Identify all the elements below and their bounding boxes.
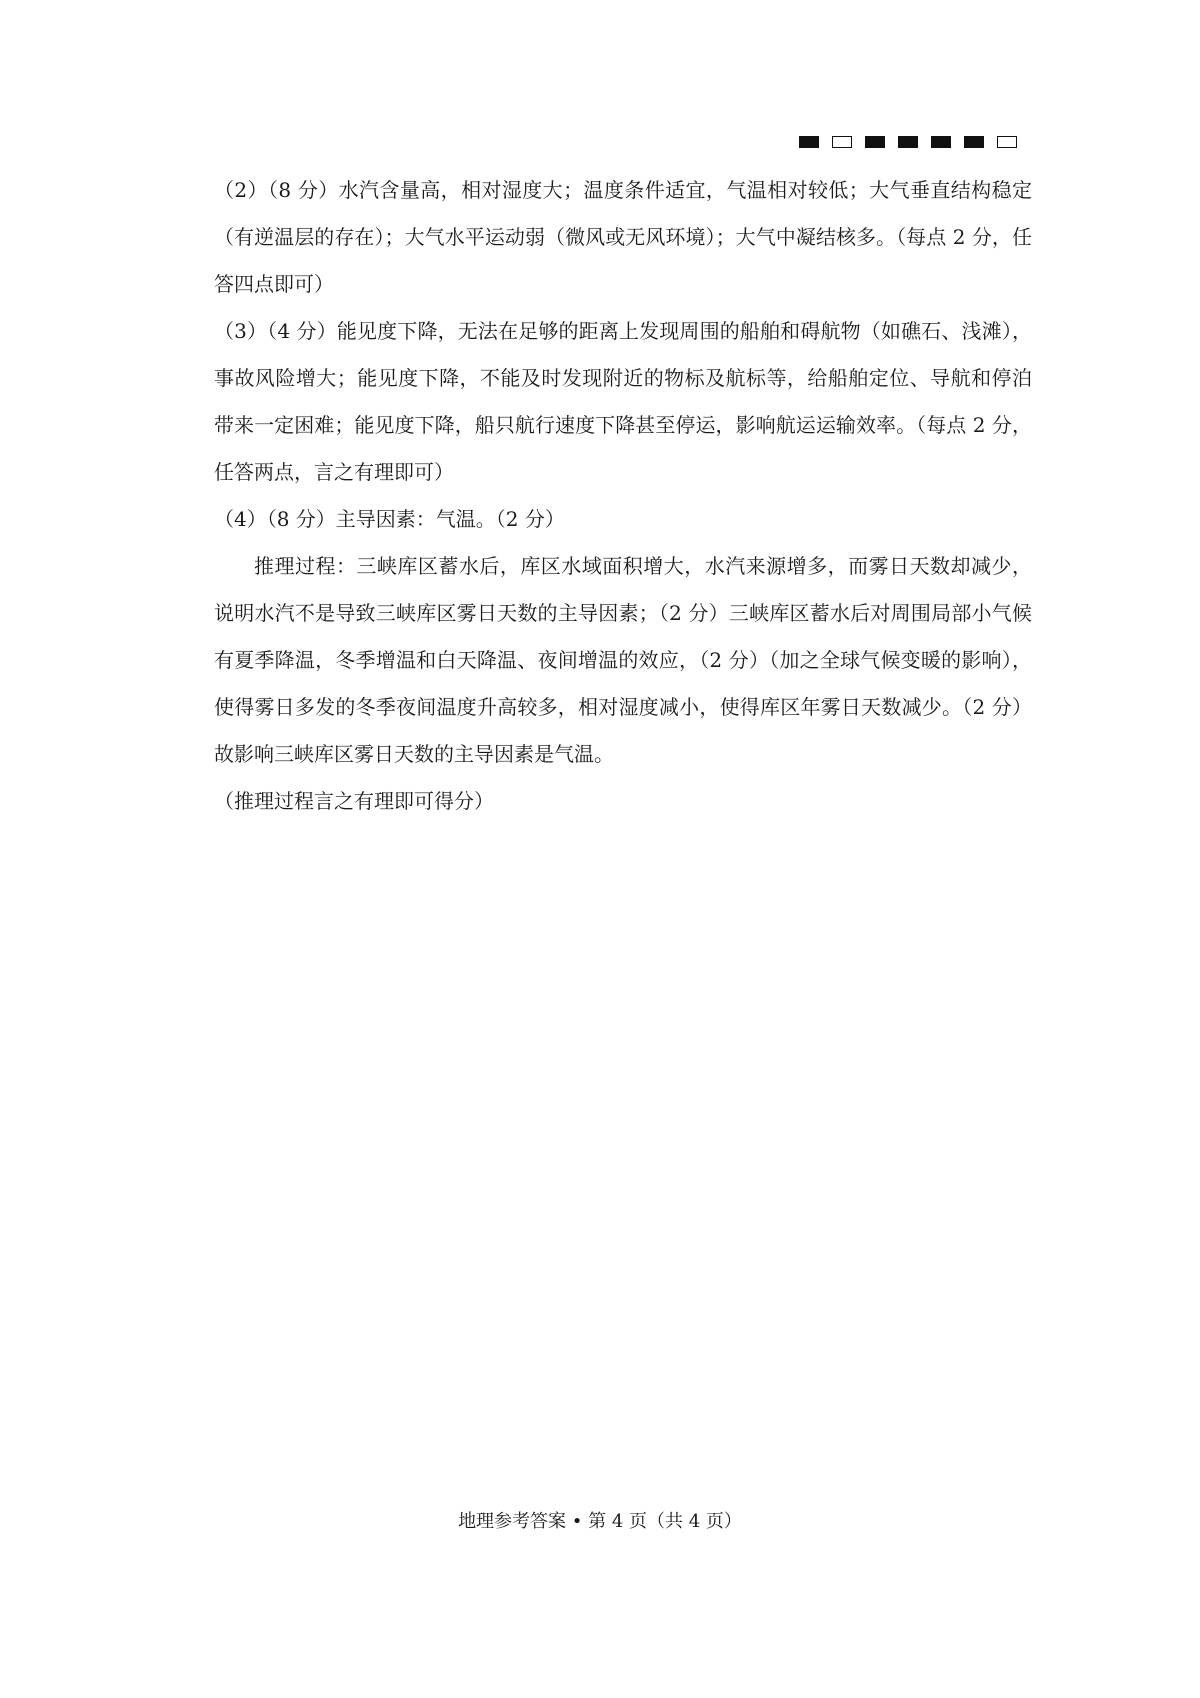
- header-mark: [832, 136, 852, 148]
- header-marks: [799, 136, 1017, 148]
- answer-q3: （3）（4 分）能见度下降，无法在足够的距离上发现周围的船舶和碍航物（如礁石、浅滩），事故风险增大；能见度下降，不能及时发现附近的物标及航标等，给船舶定位、导航和停泊带来一定困难；能见度下降，船只航行速度下降甚至停运，影响航运运输效率。（每点 2 分，任答两点，言之有理即可）: [214, 319, 1032, 484]
- answer-q4-reasoning: 推理过程：三峡库区蓄水后，库区水域面积增大，水汽来源增多，而雾日天数却减少，说明水汽不是导致三峡库区雾日天数的主导因素；（2 分）三峡库区蓄水后对周围局部小气候有夏季降温，冬季增温和白天降温、夜间增温的效应，（2 分）（加之全球气候变暖的影响），使得雾日多发的冬季夜间温度升高较多，相对湿度减小，使得库区年雾日天数减少。（2 分）故影响三峡库区雾日天数的主导因素是气温。: [214, 554, 1032, 766]
- answer-content: [214, 167, 1032, 825]
- header-mark: [964, 136, 984, 148]
- header-mark: [997, 136, 1017, 148]
- answer-q4-note: （推理过程言之有理即可得分）: [214, 789, 494, 813]
- header-mark: [865, 136, 885, 148]
- page-footer: 地理参考答案 • 第 4 页（共 4 页）: [458, 1511, 742, 1532]
- answer-q4-main: （4）（8 分）主导因素：气温。（2 分）: [214, 507, 565, 531]
- header-mark: [799, 136, 819, 148]
- header-mark: [931, 136, 951, 148]
- header-mark: [898, 136, 918, 148]
- answer-q2: （2）（8 分）水汽含量高，相对湿度大；温度条件适宜，气温相对较低；大气垂直结构稳定（有逆温层的存在）；大气水平运动弱（微风或无风环境）；大气中凝结核多。（每点 2 分，任答四点即可）: [214, 178, 1032, 296]
